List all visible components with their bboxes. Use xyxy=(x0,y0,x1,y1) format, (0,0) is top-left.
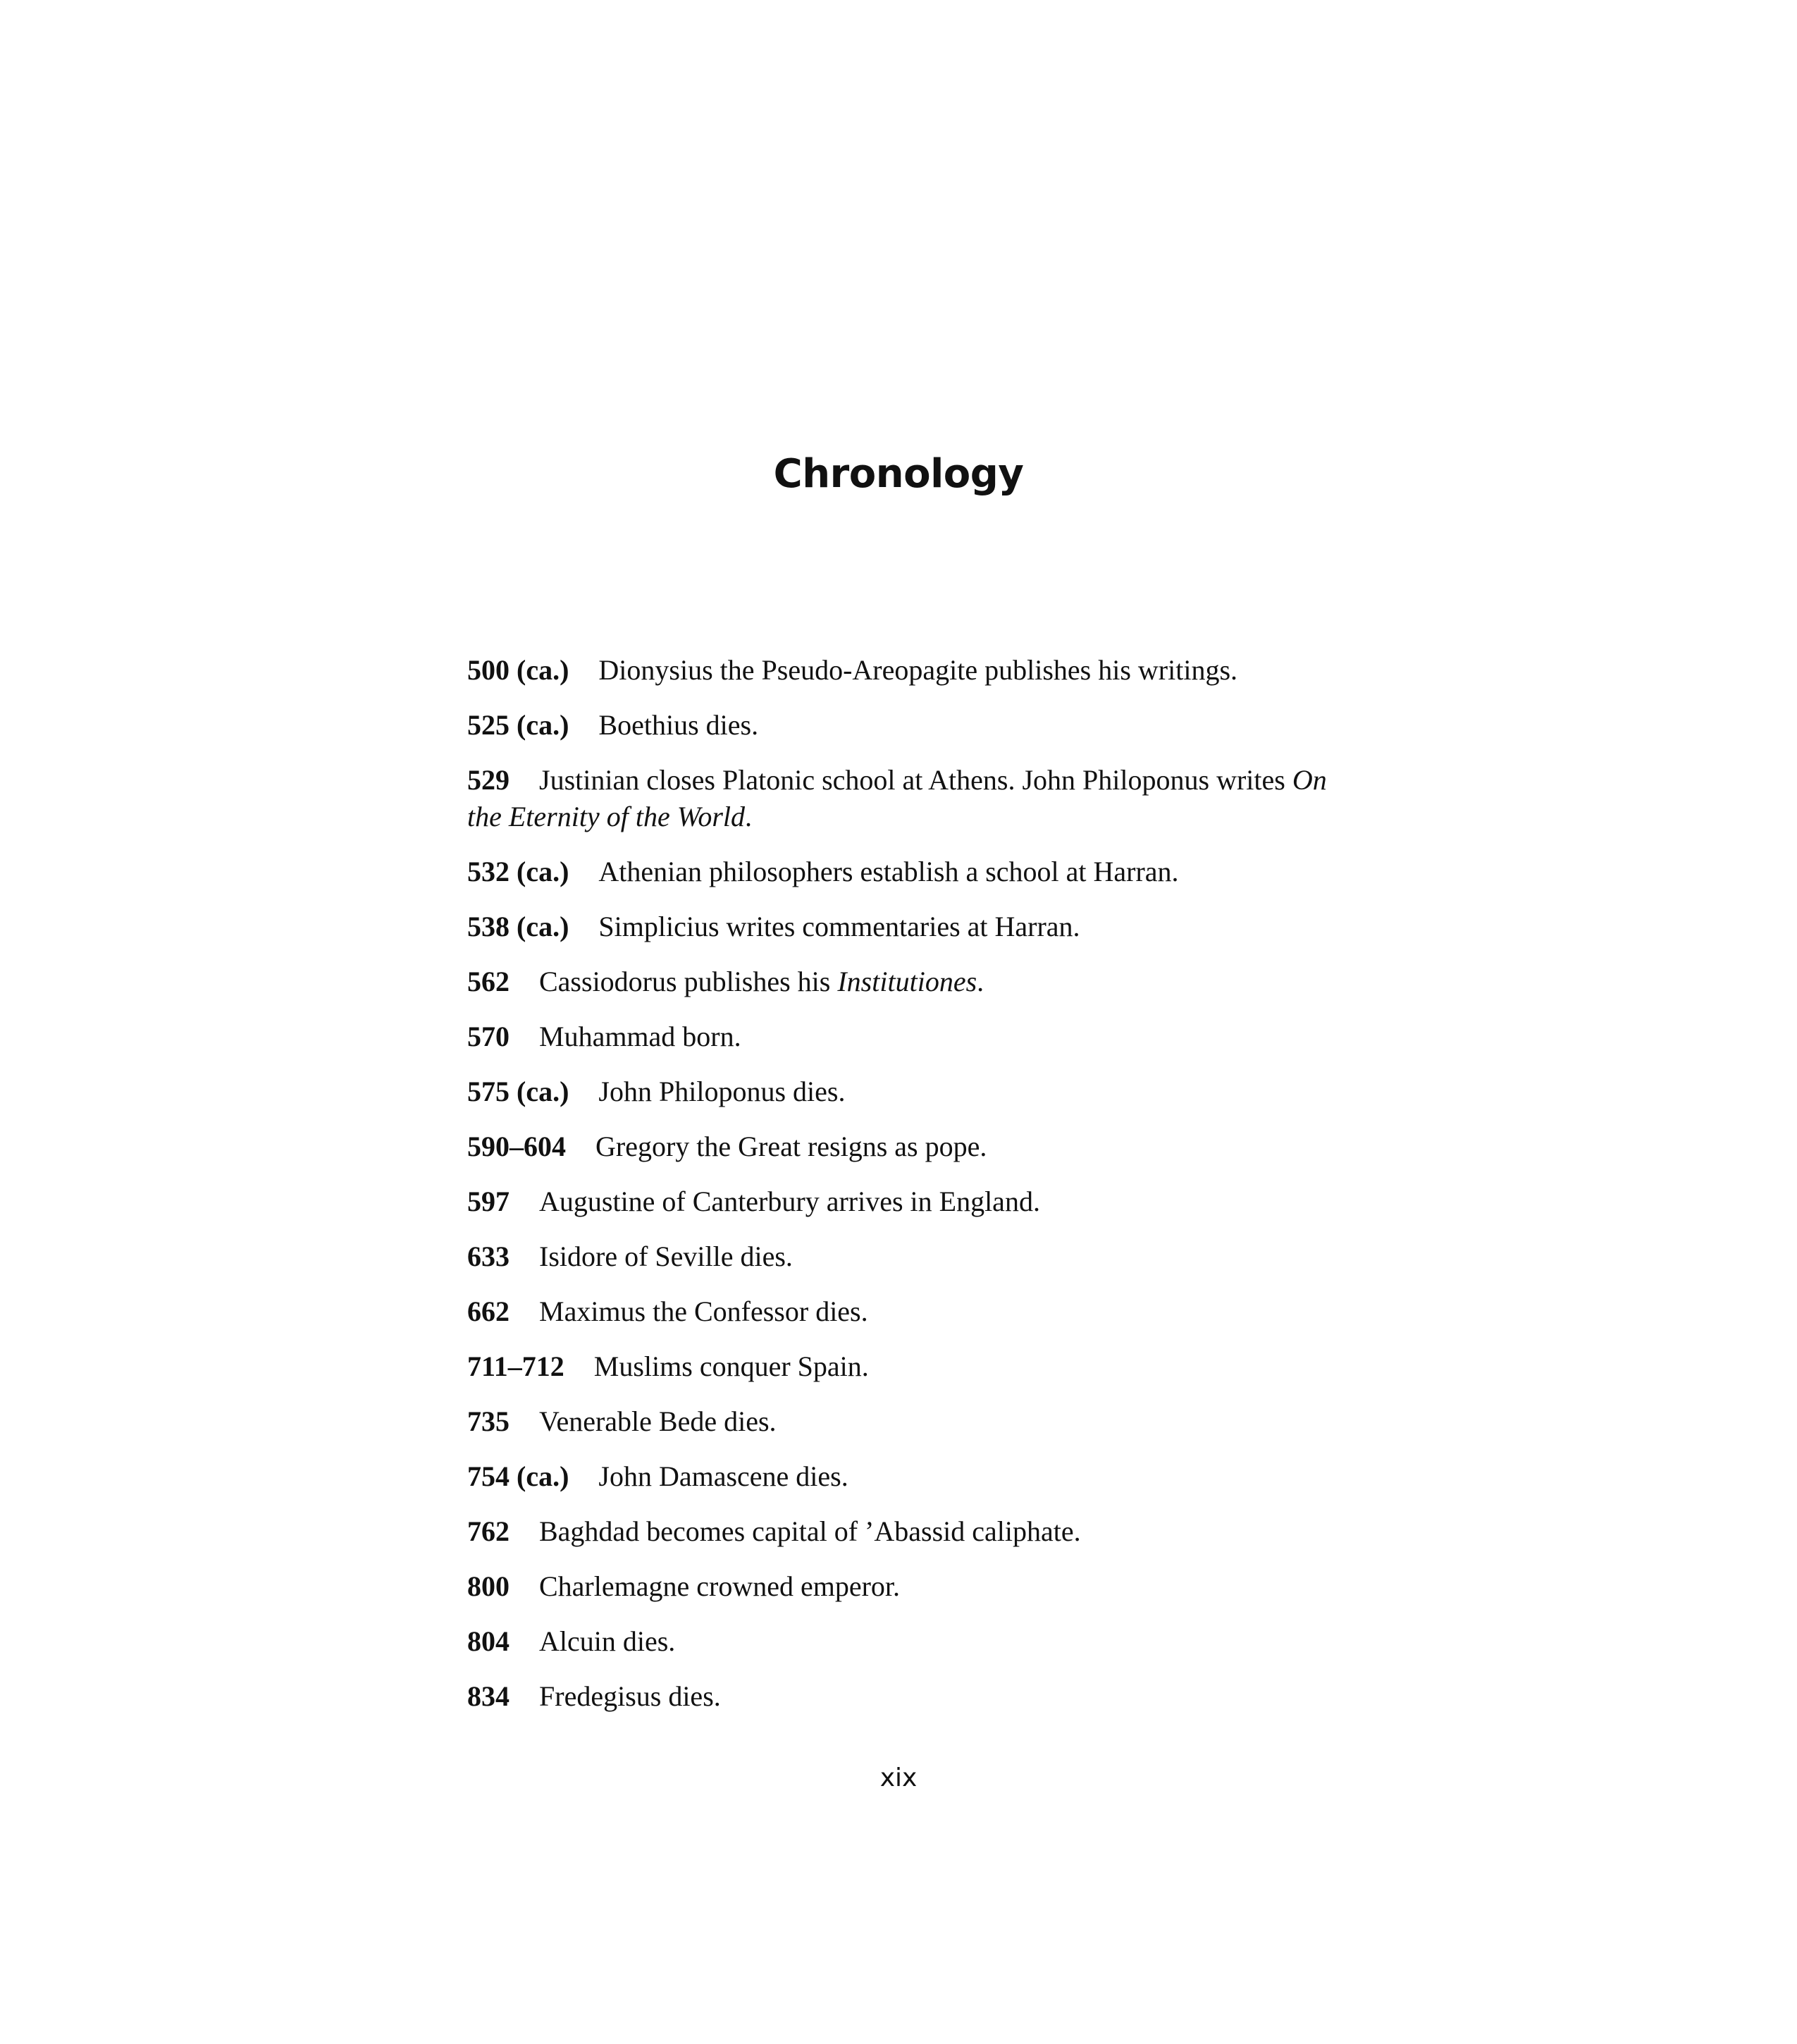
chronology-entry xyxy=(467,1568,1355,1605)
entry-year: 754 (ca.) xyxy=(467,1460,569,1492)
entry-text: Muhammad born. xyxy=(539,1021,741,1052)
entry-year: 800 xyxy=(467,1570,510,1602)
entry-year: 590–604 xyxy=(467,1131,566,1162)
entry-year: 633 xyxy=(467,1240,510,1272)
entry-text: Muslims conquer Spain. xyxy=(593,1350,869,1382)
chronology-entry xyxy=(467,854,1355,890)
entry-work-title: Institutiones xyxy=(837,966,977,997)
entry-text: Charlemagne crowned emperor. xyxy=(539,1570,901,1602)
entry-text: Alcuin dies. xyxy=(539,1625,676,1657)
entry-year: 570 xyxy=(467,1021,510,1052)
entry-year: 525 (ca.) xyxy=(467,709,569,741)
entry-work-title: On the Eternity of the World xyxy=(467,764,1327,832)
chronology-list xyxy=(467,652,1355,1733)
chronology-entry xyxy=(467,1293,1355,1330)
entry-year: 711–712 xyxy=(467,1350,564,1382)
entry-text: Augustine of Canterbury arrives in England. xyxy=(539,1186,1040,1217)
entry-year: 529 xyxy=(467,764,510,796)
chronology-entry xyxy=(467,1018,1355,1055)
entry-year: 575 (ca.) xyxy=(467,1076,569,1107)
chronology-entry xyxy=(467,1623,1355,1660)
chronology-entry xyxy=(467,1513,1355,1550)
entry-year: 804 xyxy=(467,1625,510,1657)
chronology-entry xyxy=(467,707,1355,744)
chronology-entry xyxy=(467,909,1355,945)
entry-year: 662 xyxy=(467,1295,510,1327)
entry-text: Cassiodorus publishes his xyxy=(539,966,838,997)
entry-text-end: . xyxy=(977,966,984,997)
entry-text: Justinian closes Platonic school at Athens. John Philoponus writes xyxy=(539,764,1292,796)
chronology-entry xyxy=(467,762,1355,835)
entry-year: 500 (ca.) xyxy=(467,654,569,686)
entry-year: 597 xyxy=(467,1186,510,1217)
entry-text: Baghdad becomes capital of ’Abassid caliphate. xyxy=(539,1515,1081,1547)
entry-text: Isidore of Seville dies. xyxy=(539,1240,793,1272)
entry-text: Boethius dies. xyxy=(598,709,759,741)
chronology-entry xyxy=(467,963,1355,1000)
chronology-entry xyxy=(467,1073,1355,1110)
entry-text: Venerable Bede dies. xyxy=(539,1405,777,1437)
chronology-entry xyxy=(467,1678,1355,1715)
chronology-entry xyxy=(467,1348,1355,1385)
entry-text: Simplicius writes commentaries at Harran. xyxy=(598,911,1080,942)
entry-text: John Philoponus dies. xyxy=(598,1076,846,1107)
entry-year: 532 (ca.) xyxy=(467,856,569,887)
entry-year: 762 xyxy=(467,1515,510,1547)
chronology-entry xyxy=(467,1128,1355,1165)
page-number: xix xyxy=(879,1763,918,1792)
entry-text: Maximus the Confessor dies. xyxy=(539,1295,868,1327)
entry-year: 562 xyxy=(467,966,510,997)
chronology-entry xyxy=(467,1183,1355,1220)
entry-year: 834 xyxy=(467,1680,510,1712)
chronology-entry xyxy=(467,1458,1355,1495)
entry-text: Fredegisus dies. xyxy=(539,1680,721,1712)
chronology-entry xyxy=(467,1238,1355,1275)
chronology-entry xyxy=(467,1403,1355,1440)
page-title: Chronology xyxy=(773,451,1024,497)
entry-text: Athenian philosophers establish a school at Harran. xyxy=(598,856,1179,887)
entry-text: Dionysius the Pseudo-Areopagite publishes his writings. xyxy=(598,654,1238,686)
entry-year: 735 xyxy=(467,1405,510,1437)
entry-text-end: . xyxy=(745,801,753,832)
entry-text: Gregory the Great resigns as pope. xyxy=(595,1131,987,1162)
entry-text: John Damascene dies. xyxy=(598,1460,848,1492)
chronology-entry xyxy=(467,652,1355,689)
entry-year: 538 (ca.) xyxy=(467,911,569,942)
